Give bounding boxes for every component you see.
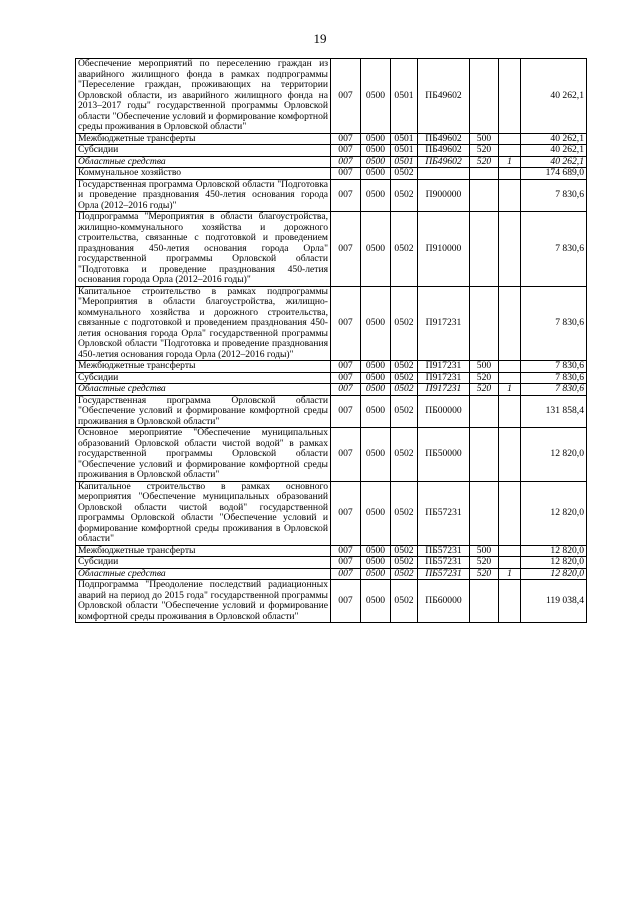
amount: 40 262,1 <box>521 133 587 145</box>
table-row <box>76 168 587 180</box>
ministry-code: 007 <box>331 168 361 180</box>
row-description: Субсидии <box>76 372 331 384</box>
section-code: 0500 <box>361 133 391 145</box>
table-row <box>76 286 587 361</box>
row-description: Межбюджетные трансферты <box>76 545 331 557</box>
subsection-code: 0502 <box>391 168 418 180</box>
ministry-code: 007 <box>331 156 361 168</box>
amount: 12 820,0 <box>521 568 587 580</box>
section-code: 0500 <box>361 361 391 373</box>
section-code: 0500 <box>361 580 391 623</box>
table-row <box>76 481 587 545</box>
target-article-code: П917231 <box>418 286 470 361</box>
funding-source-code <box>499 545 521 557</box>
section-code: 0500 <box>361 156 391 168</box>
expense-type-code: 520 <box>470 156 499 168</box>
row-description: Подпрограмма "Мероприятия в области благоустройства, жилищно-коммунального хозяйства и дорожного строительства, связанные с подготовкой и проведением празднования 450-летия основания города Орла" государственной программы Орловской области "Подготовка и проведение празднования 450-летия основания города Орла (2012–2016 годы)" <box>76 212 331 287</box>
row-description: Государственная программа Орловской области "Подготовка и проведение празднования 450-летия основания города Орла (2012–2016 годы)" <box>76 179 331 212</box>
section-code: 0500 <box>361 168 391 180</box>
row-description: Коммунальное хозяйство <box>76 168 331 180</box>
expense-type-code: 500 <box>470 545 499 557</box>
expense-type-code <box>470 59 499 134</box>
row-description: Межбюджетные трансферты <box>76 361 331 373</box>
table-row <box>76 59 587 134</box>
target-article-code: ПБ00000 <box>418 395 470 428</box>
ministry-code: 007 <box>331 545 361 557</box>
section-code: 0500 <box>361 179 391 212</box>
ministry-code: 007 <box>331 179 361 212</box>
target-article-code: ПБ57231 <box>418 545 470 557</box>
expense-type-code <box>470 168 499 180</box>
amount: 12 820,0 <box>521 428 587 482</box>
target-article-code <box>418 168 470 180</box>
amount: 7 830,6 <box>521 286 587 361</box>
ministry-code: 007 <box>331 361 361 373</box>
expense-type-code <box>470 481 499 545</box>
table-row <box>76 133 587 145</box>
expense-type-code: 500 <box>470 361 499 373</box>
row-description: Капитальное строительство в рамках подпрограммы "Мероприятия в области благоустройства, жилищно-коммунального хозяйства и дорожного строительства, связанные с подготовкой и проведением празднования 450-летия основания города Орла" государственной программы Орловской области "Подготовка и проведение празднования 450-летия основания города Орла (2012–2016 годы)" <box>76 286 331 361</box>
target-article-code: ПБ60000 <box>418 580 470 623</box>
section-code: 0500 <box>361 286 391 361</box>
amount: 7 830,6 <box>521 212 587 287</box>
expense-type-code: 520 <box>470 557 499 569</box>
target-article-code: ПБ57231 <box>418 481 470 545</box>
table-row <box>76 395 587 428</box>
subsection-code: 0502 <box>391 372 418 384</box>
funding-source-code <box>499 580 521 623</box>
expense-type-code <box>470 212 499 287</box>
table-row <box>76 212 587 287</box>
amount: 7 830,6 <box>521 361 587 373</box>
target-article-code: ПБ50000 <box>418 428 470 482</box>
target-article-code: П917231 <box>418 372 470 384</box>
subsection-code: 0502 <box>391 557 418 569</box>
target-article-code: П917231 <box>418 361 470 373</box>
section-code: 0500 <box>361 145 391 157</box>
table-row <box>76 372 587 384</box>
subsection-code: 0502 <box>391 361 418 373</box>
row-description: Областные средства <box>76 568 331 580</box>
amount: 40 262,1 <box>521 145 587 157</box>
section-code: 0500 <box>361 384 391 396</box>
table-row <box>76 361 587 373</box>
subsection-code: 0502 <box>391 481 418 545</box>
expense-type-code <box>470 395 499 428</box>
section-code: 0500 <box>361 557 391 569</box>
row-description: Основное мероприятие "Обеспечение муниципальных образований Орловской области чистой водой" в рамках государственной программы Орловской области "Обеспечение условий и формирование комфортной среды проживания в Орловской области" <box>76 428 331 482</box>
table-row <box>76 145 587 157</box>
expense-type-code: 520 <box>470 145 499 157</box>
target-article-code: ПБ49602 <box>418 133 470 145</box>
amount: 40 262,1 <box>521 156 587 168</box>
subsection-code: 0502 <box>391 179 418 212</box>
target-article-code: ПБ49602 <box>418 59 470 134</box>
section-code: 0500 <box>361 545 391 557</box>
funding-source-code: 1 <box>499 568 521 580</box>
table-row <box>76 179 587 212</box>
amount: 12 820,0 <box>521 545 587 557</box>
expense-type-code: 500 <box>470 133 499 145</box>
table-row <box>76 557 587 569</box>
row-description: Межбюджетные трансферты <box>76 133 331 145</box>
subsection-code: 0501 <box>391 59 418 134</box>
ministry-code: 007 <box>331 384 361 396</box>
funding-source-code <box>499 361 521 373</box>
section-code: 0500 <box>361 372 391 384</box>
target-article-code: ПБ49602 <box>418 145 470 157</box>
target-article-code: П910000 <box>418 212 470 287</box>
ministry-code: 007 <box>331 59 361 134</box>
ministry-code: 007 <box>331 557 361 569</box>
amount: 131 858,4 <box>521 395 587 428</box>
subsection-code: 0502 <box>391 395 418 428</box>
table-row <box>76 568 587 580</box>
ministry-code: 007 <box>331 286 361 361</box>
funding-source-code <box>499 133 521 145</box>
funding-source-code <box>499 145 521 157</box>
row-description: Капитальное строительство в рамках основного мероприятия "Обеспечение муниципальных образований Орловской области чистой водой" государственной программы Орловской области "Обеспечение условий и формирование комфортной среды проживания в Орловской области" <box>76 481 331 545</box>
amount: 7 830,6 <box>521 372 587 384</box>
target-article-code: ПБ57231 <box>418 568 470 580</box>
table-row <box>76 156 587 168</box>
ministry-code: 007 <box>331 372 361 384</box>
table-row <box>76 545 587 557</box>
row-description: Субсидии <box>76 557 331 569</box>
row-description: Обеспечение мероприятий по переселению граждан из аварийного жилищного фонда в рамках подпрограммы "Переселение граждан, проживающих на территории Орловской области, из аварийного жилищного фонда на 2013–2017 годы" государственной программы Орловской области "Обеспечение условий и формирование комфортной среды проживания в Орловской области" <box>76 59 331 134</box>
row-description: Областные средства <box>76 156 331 168</box>
subsection-code: 0502 <box>391 568 418 580</box>
ministry-code: 007 <box>331 212 361 287</box>
section-code: 0500 <box>361 428 391 482</box>
section-code: 0500 <box>361 212 391 287</box>
subsection-code: 0501 <box>391 145 418 157</box>
target-article-code: ПБ49602 <box>418 156 470 168</box>
funding-source-code <box>499 179 521 212</box>
table-row <box>76 384 587 396</box>
amount: 12 820,0 <box>521 481 587 545</box>
expense-type-code <box>470 428 499 482</box>
amount: 7 830,6 <box>521 384 587 396</box>
ministry-code: 007 <box>331 395 361 428</box>
subsection-code: 0501 <box>391 156 418 168</box>
subsection-code: 0502 <box>391 428 418 482</box>
target-article-code: П917231 <box>418 384 470 396</box>
ministry-code: 007 <box>331 568 361 580</box>
subsection-code: 0502 <box>391 580 418 623</box>
funding-source-code <box>499 59 521 134</box>
subsection-code: 0501 <box>391 133 418 145</box>
ministry-code: 007 <box>331 428 361 482</box>
amount: 40 262,1 <box>521 59 587 134</box>
funding-source-code <box>499 212 521 287</box>
subsection-code: 0502 <box>391 212 418 287</box>
funding-source-code <box>499 168 521 180</box>
funding-source-code <box>499 557 521 569</box>
ministry-code: 007 <box>331 145 361 157</box>
table-body <box>76 59 587 623</box>
amount: 7 830,6 <box>521 179 587 212</box>
funding-source-code <box>499 428 521 482</box>
section-code: 0500 <box>361 568 391 580</box>
expense-type-code <box>470 286 499 361</box>
subsection-code: 0502 <box>391 286 418 361</box>
row-description: Государственная программа Орловской области "Обеспечение условий и формирование комфортной среды проживания в Орловской области" <box>76 395 331 428</box>
expense-type-code <box>470 179 499 212</box>
table-row <box>76 428 587 482</box>
ministry-code: 007 <box>331 580 361 623</box>
section-code: 0500 <box>361 481 391 545</box>
target-article-code: П900000 <box>418 179 470 212</box>
table-row <box>76 580 587 623</box>
page-number: 19 <box>313 31 327 46</box>
section-code: 0500 <box>361 59 391 134</box>
amount: 174 689,0 <box>521 168 587 180</box>
ministry-code: 007 <box>331 133 361 145</box>
expense-type-code <box>470 580 499 623</box>
amount: 12 820,0 <box>521 557 587 569</box>
funding-source-code: 1 <box>499 156 521 168</box>
subsection-code: 0502 <box>391 545 418 557</box>
funding-source-code: 1 <box>499 384 521 396</box>
funding-source-code <box>499 286 521 361</box>
target-article-code: ПБ57231 <box>418 557 470 569</box>
row-description: Подпрограмма "Преодоление последствий радиационных аварий на период до 2015 года" государственной программы Орловской области "Обеспечение условий и формирование комфортной среды проживания в Орловской области" <box>76 580 331 623</box>
expense-type-code: 520 <box>470 384 499 396</box>
section-code: 0500 <box>361 395 391 428</box>
ministry-code: 007 <box>331 481 361 545</box>
expense-type-code: 520 <box>470 568 499 580</box>
subsection-code: 0502 <box>391 384 418 396</box>
funding-source-code <box>499 372 521 384</box>
expense-type-code: 520 <box>470 372 499 384</box>
amount: 119 038,4 <box>521 580 587 623</box>
row-description: Субсидии <box>76 145 331 157</box>
funding-source-code <box>499 481 521 545</box>
budget-table <box>75 58 587 623</box>
funding-source-code <box>499 395 521 428</box>
row-description: Областные средства <box>76 384 331 396</box>
